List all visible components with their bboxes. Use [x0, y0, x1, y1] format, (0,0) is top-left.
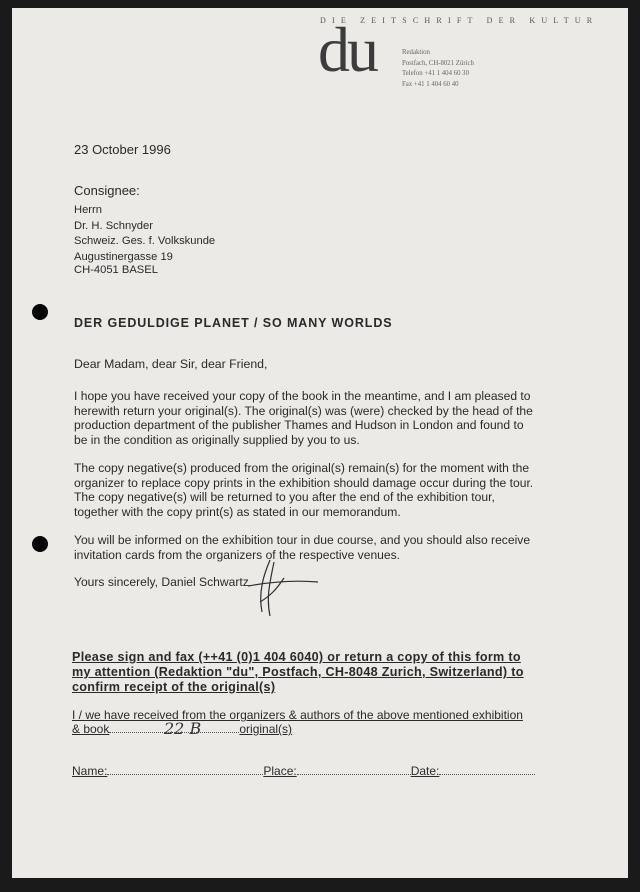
signature	[240, 552, 330, 622]
date-field[interactable]	[439, 764, 535, 775]
text-line: The copy negative(s) will be returned to you after the end of the exhibition tour,	[74, 490, 495, 505]
subject-line: DER GEDULDIGE PLANET / SO MANY WORLDS	[74, 316, 393, 330]
consignee-label: Consignee:	[74, 183, 140, 198]
place-label: Place:	[263, 764, 297, 778]
text-line: You will be informed on the exhibition tour in due course, and you should also receive	[74, 533, 531, 547]
text-line: The copy negative(s) produced from the original(s) remain(s) for the moment with the	[74, 461, 530, 475]
recipient-address	[74, 203, 215, 265]
signature-fields	[72, 764, 535, 778]
punch-hole	[32, 536, 48, 552]
address-line: Fax +41 1 404 60 40	[402, 80, 459, 88]
letter-date: 23 October 1996	[74, 142, 171, 157]
masthead: DIE ZEITSCHRIFT DER KULTUR	[320, 16, 599, 25]
address-line: Redaktion	[402, 49, 430, 56]
logo: du	[318, 14, 376, 85]
text-line: invitation cards from the organizers of the respective venues.	[74, 547, 401, 562]
text-line: I hope you have received your copy of the book in the meantime, and I am pleased to	[74, 389, 531, 403]
name-field[interactable]	[107, 764, 263, 775]
punch-hole	[32, 304, 48, 320]
instruction-line: Please sign and fax (++41 (0)1 404 6040) or return a copy of this form to	[72, 650, 521, 664]
receipt-line: I / we have received from the organizers & authors of the above mentioned exhibition	[72, 708, 523, 722]
name-label: Name:	[72, 764, 108, 778]
return-instructions	[72, 650, 582, 695]
address-line: Telefon +41 1 404 60 30	[402, 70, 469, 77]
text-line: be in the condition as originally supplied by you to us.	[74, 432, 360, 447]
place-field[interactable]	[297, 764, 411, 775]
handwritten-count: 22 B	[164, 719, 202, 738]
text-line: production department of the publisher Thames and Hudson in London and found to	[74, 418, 524, 433]
text-line: organizer to replace copy prints in the exhibition should damage occur during the tour.	[74, 475, 534, 490]
recipient-line: Herrn	[74, 204, 102, 216]
recipient-line: Augustinergasse 19	[74, 250, 173, 263]
recipient-line: Schweiz. Ges. f. Volkskunde	[74, 235, 216, 247]
paragraph-1	[74, 389, 554, 447]
text-line: together with the copy print(s) as stated in our memorandum.	[74, 504, 401, 519]
address-line: Postfach, CH-8021 Zürich	[402, 59, 474, 67]
instruction-line: my attention (Redaktion "du", Postfach, CH-8048 Zurich, Switzerland) to	[72, 665, 524, 679]
salutation: Dear Madam, dear Sir, dear Friend,	[74, 357, 268, 371]
recipient-city: CH-4051 BASEL	[74, 264, 158, 276]
instruction-line: confirm receipt of the original(s)	[72, 680, 276, 694]
letterhead-address	[402, 48, 474, 90]
text-line: herewith return your original(s). The original(s) was (were) checked by the head of the	[74, 403, 533, 418]
recipient-line: Dr. H. Schnyder	[74, 219, 153, 232]
date-label: Date:	[410, 764, 440, 778]
receipt-prefix: & book	[72, 722, 110, 736]
receipt-line	[72, 722, 523, 736]
paragraph-2	[74, 461, 554, 519]
receipt-statement	[72, 708, 523, 736]
receipt-suffix: original(s)	[239, 722, 293, 736]
closing: Yours sincerely, Daniel Schwartz	[74, 575, 249, 589]
